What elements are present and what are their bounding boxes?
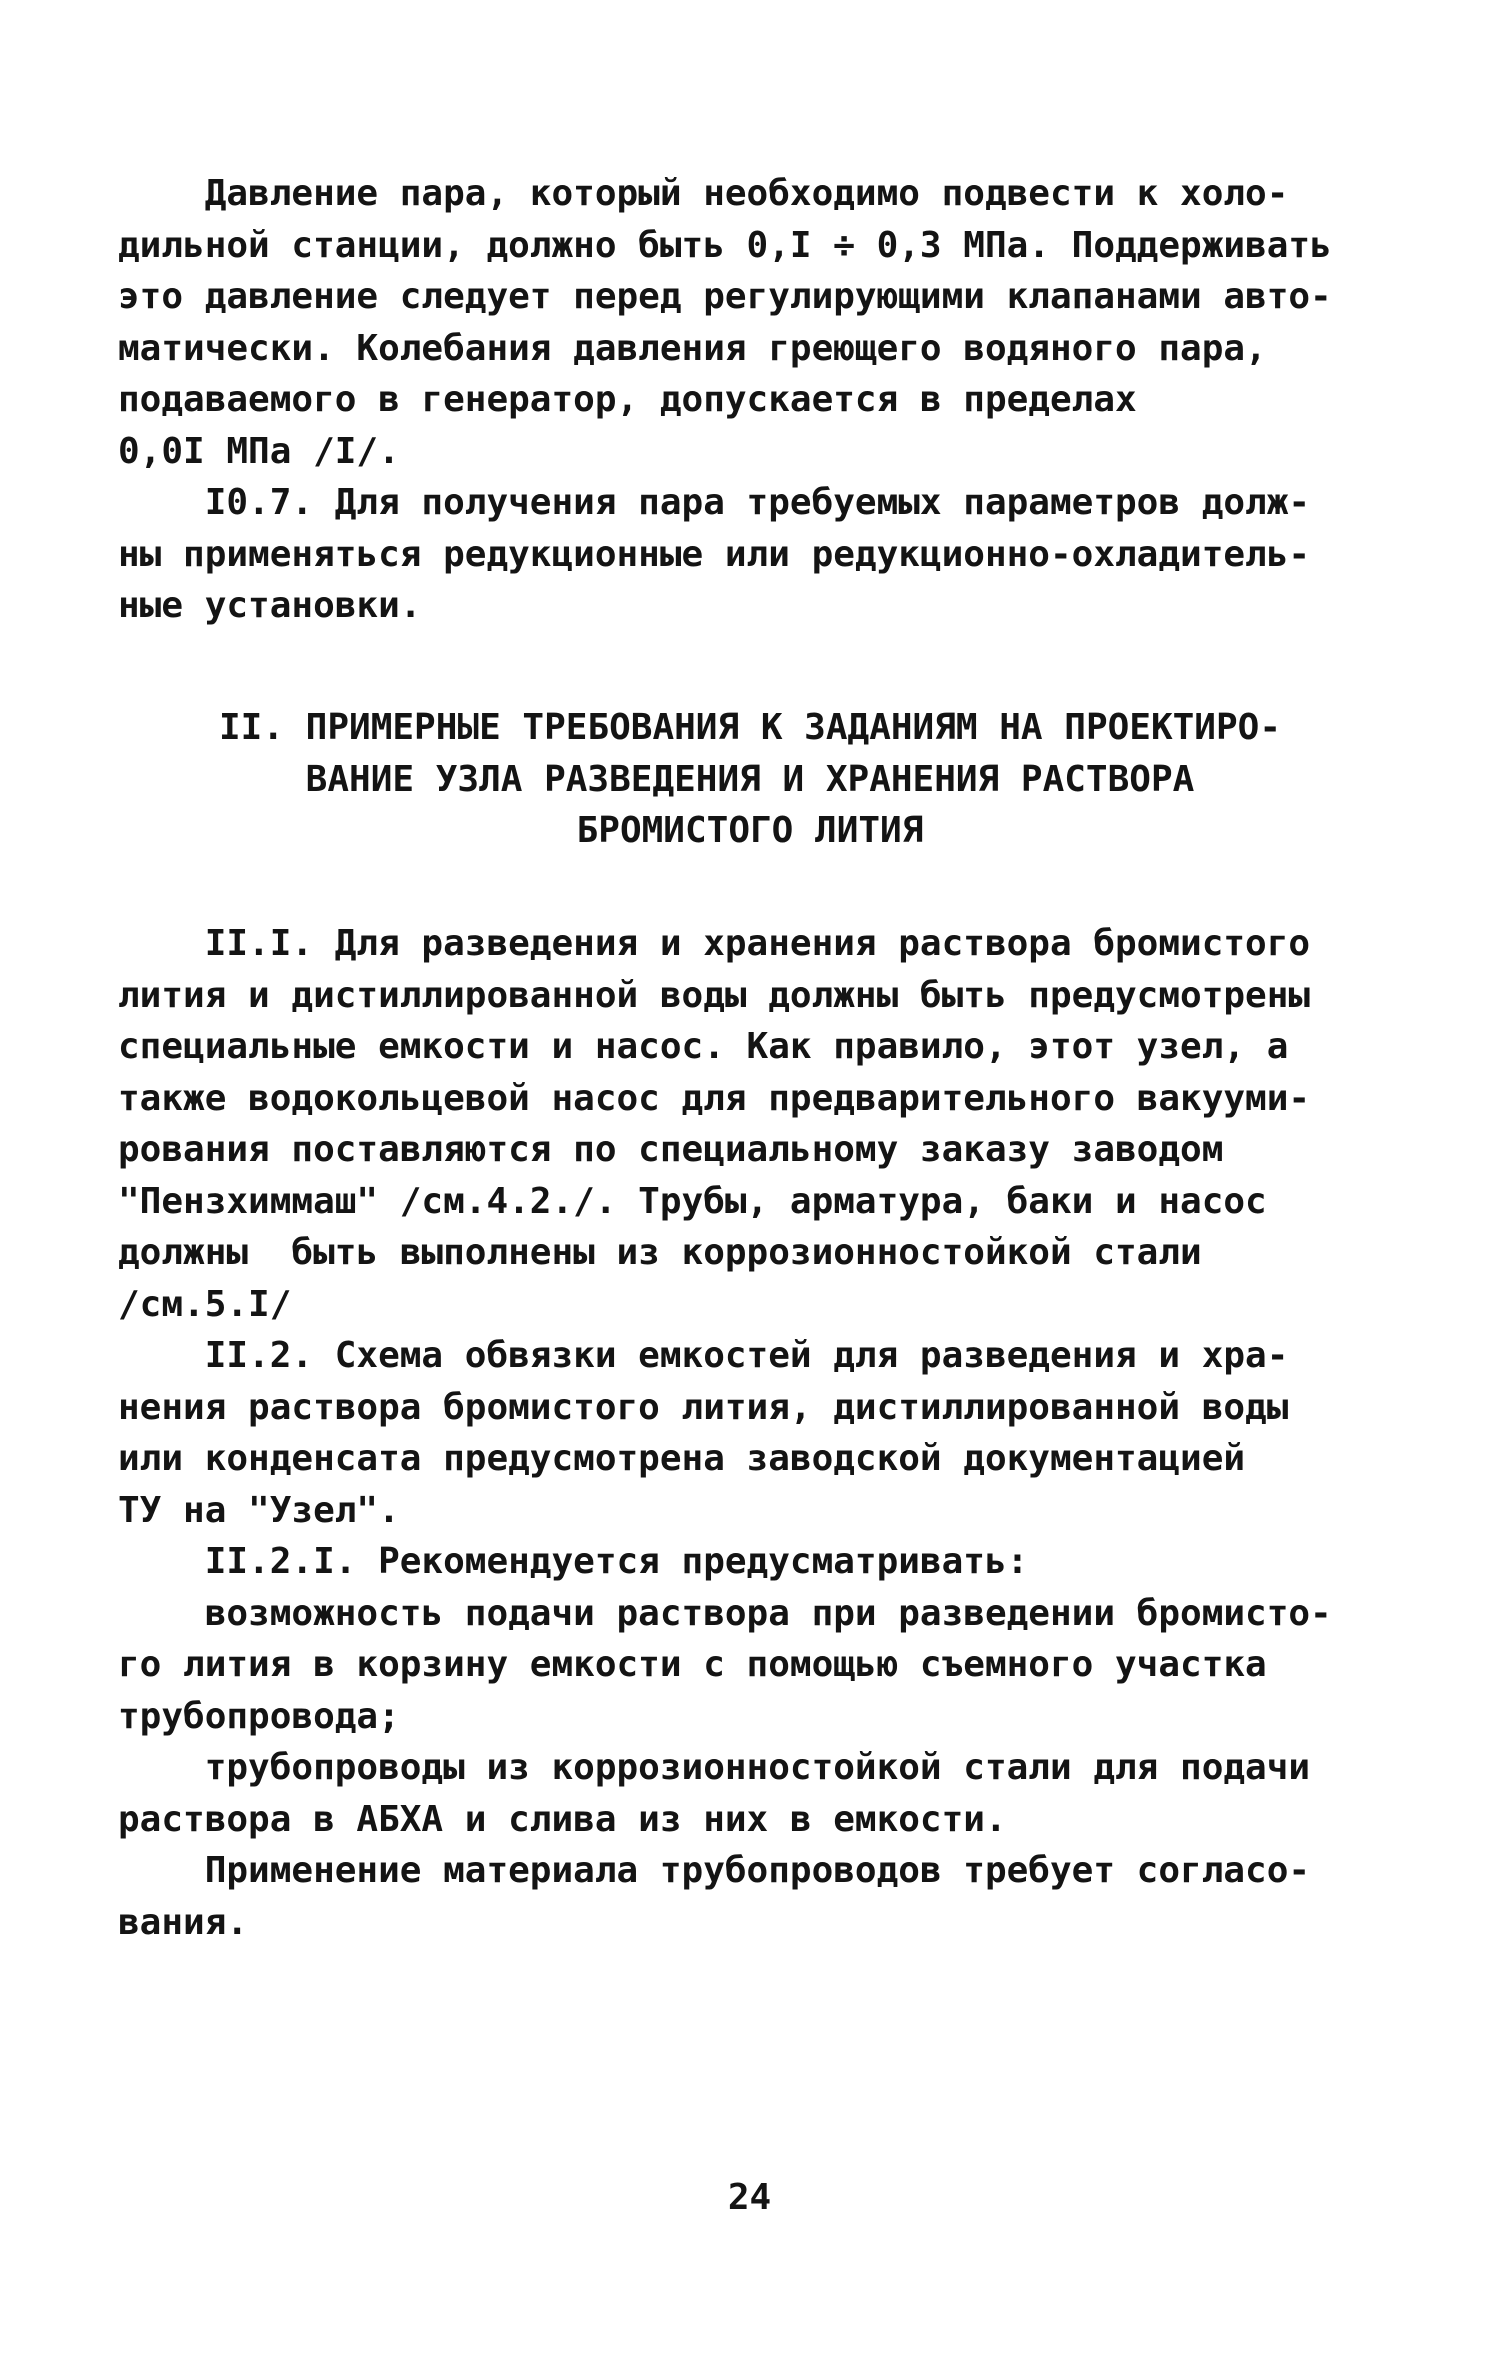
text-line: или конденсата предусмотрена заводской документацией [118,1438,1246,1479]
heading-line: II. ПРИМЕРНЫЕ ТРЕБОВАНИЯ К ЗАДАНИЯМ НА ПРОЕКТИРО- [218,707,1282,748]
heading-line: ВАНИЕ УЗЛА РАЗВЕДЕНИЯ И ХРАНЕНИЯ РАСТВОРА [305,758,1195,800]
page-number: 24 [727,2177,772,2218]
text-line: вания. [118,1901,249,1943]
section-10-text [118,168,1380,632]
text-line: I0.7. Для получения пара требуемых параметров долж- [118,482,1311,523]
text-line: трубопровода; [118,1695,400,1737]
text-line: специальные емкости и насос. Как правило, этот узел, а [118,1026,1289,1067]
text-line: 0,0I МПа /I/. [118,430,400,472]
text-line: подаваемого в генератор, допускается в пределах [118,379,1137,420]
text-line: нения раствора бромистого лития, дистиллированной воды [118,1386,1289,1428]
section-11-heading [100,702,1400,857]
text-line: Давление пара, который необходимо подвести к холо- [118,173,1289,214]
text-line: /см.5.I/ [118,1283,292,1325]
text-line: II.I. Для разведения и хранения раствора бромистого [118,923,1311,964]
text-line: Применение материала трубопроводов требует согласо- [118,1850,1311,1891]
text-line: "Пензхиммаш" /см.4.2./. Трубы, арматура, баки и насос [118,1180,1267,1222]
text-line: трубопроводы из коррозионностойкой стали для подачи [118,1747,1311,1788]
heading-line: БРОМИСТОГО ЛИТИЯ [576,810,924,851]
text-line: лития и дистиллированной воды должны быть предусмотрены [118,974,1311,1016]
text-line: раствора в АБХА и слива из них в емкости. [118,1798,1007,1840]
text-line: ны применяться редукционные или редукционно-охладитель- [118,533,1311,575]
text-line: ные установки. [118,585,422,626]
text-line: матически. Колебания давления греющего водяного пара, [118,327,1267,369]
section-11-text [118,918,1380,1948]
text-line: также водокольцевой насос для предварительного вакууми- [118,1077,1311,1119]
text-line: должны быть выполнены из коррозионностойкой стали [118,1232,1202,1273]
text-line: рования поставляются по специальному заказу заводом [118,1129,1224,1170]
text-line: ТУ на "Узел". [118,1489,400,1531]
text-line: возможность подачи раствора при разведении бромисто- [118,1592,1332,1634]
text-line: II.2.I. Рекомендуется предусматривать: [118,1541,1029,1582]
text-line: это давление следует перед регулирующими клапанами авто- [118,276,1332,317]
text-line: го лития в корзину емкости с помощью съемного участка [118,1644,1267,1685]
text-line: дильной станции, должно быть 0,I ÷ 0,3 МПа. Поддерживать [118,224,1332,266]
text-line: II.2. Схема обвязки емкостей для разведения и хра- [118,1335,1289,1376]
